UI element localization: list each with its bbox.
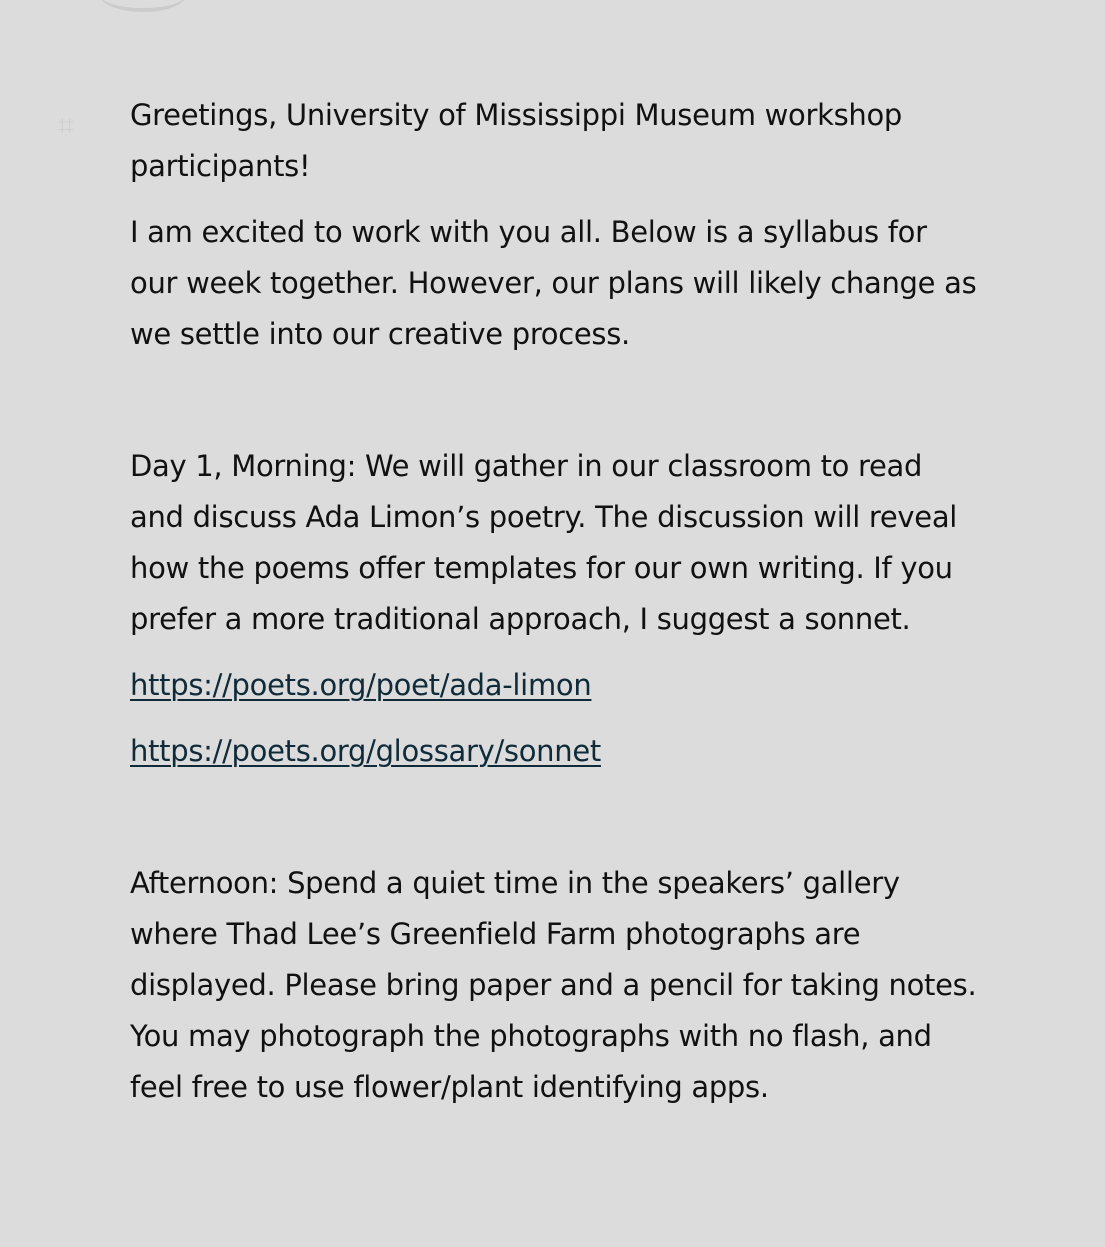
afternoon-paragraph: Afternoon: Spend a quiet time in the speakers’ gallery where Thad Lee’s Greenfield Farm photographs are displayed. Please bring paper and a pencil for taking notes. You may photograph the photographs with no flash, and feel free to use flower/plant identifying apps. [130, 866, 977, 1104]
document-body [130, 90, 980, 1113]
link-paragraph-ada-limon [130, 660, 980, 711]
link-sonnet[interactable]: https://poets.org/glossary/sonnet [130, 734, 601, 768]
top-decoration [100, 0, 186, 12]
greeting-paragraph: Greetings, University of Mississippi Museum workshop participants! [130, 98, 903, 183]
link-ada-limon[interactable]: https://poets.org/poet/ada-limon [130, 668, 592, 702]
faint-watermark-icon: ⌗ [58, 109, 74, 142]
intro-paragraph: I am excited to work with you all. Below is a syllabus for our week together. However, our plans will likely change as we settle into our creative process. [130, 215, 977, 351]
link-paragraph-sonnet [130, 726, 980, 777]
day1-morning-paragraph: Day 1, Morning: We will gather in our classroom to read and discuss Ada Limon’s poetry. The discussion will reveal how the poems offer templates for our own writing. If you prefer a more traditional approach, I suggest a sonnet. [130, 449, 958, 636]
